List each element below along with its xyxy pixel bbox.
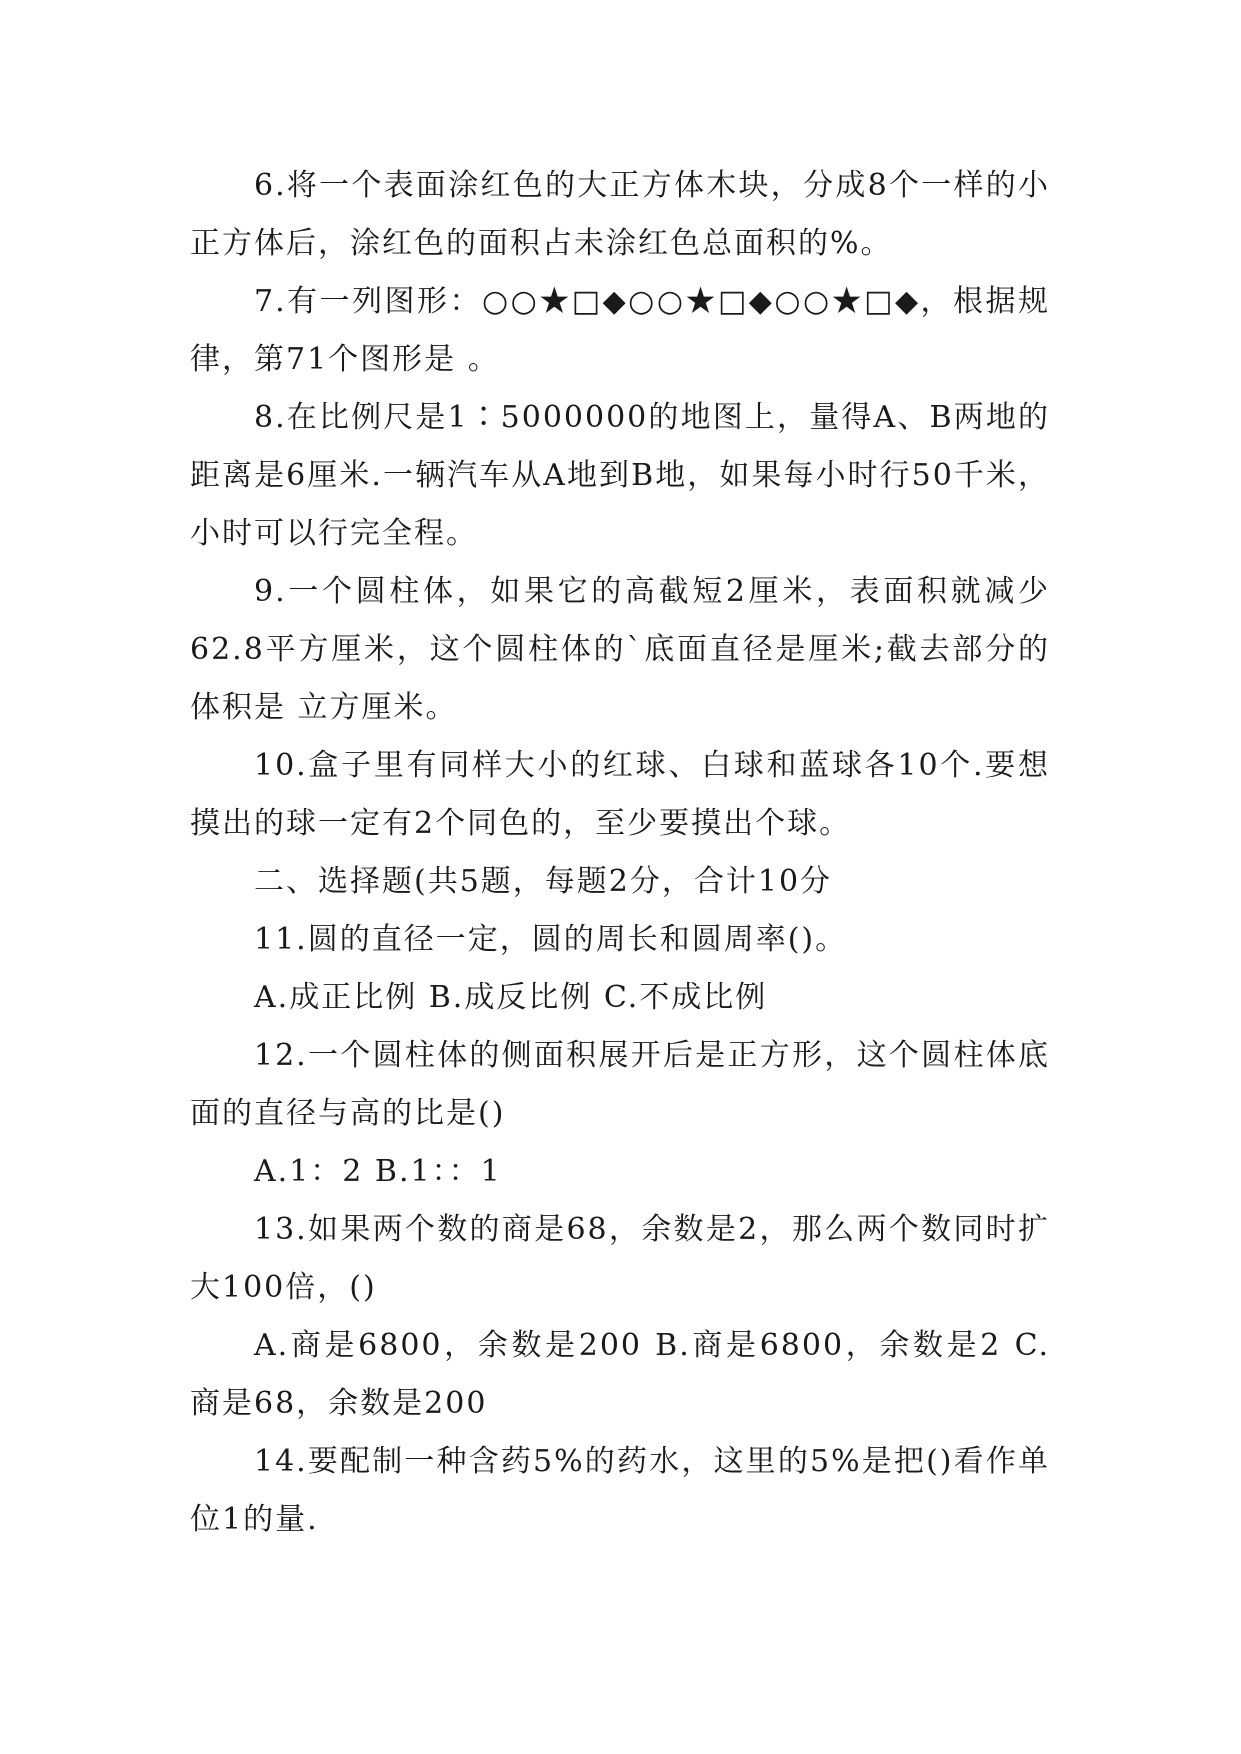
question-7: 7.有一列图形：○○★□◆○○★□◆○○★□◆，根据规律，第71个图形是 。 (190, 284, 1050, 377)
question-14: 14.要配制一种含药5%的药水，这里的5%是把()看作单位1的量. (190, 1444, 1050, 1537)
question-11-options: A.成正比例 B.成反比例 C.不成比例 (254, 980, 768, 1015)
question-13-options: A.商是6800，余数是200 B.商是6800，余数是2 C.商是68，余数是200 (190, 1328, 1050, 1421)
question-13: 13.如果两个数的商是68，余数是2，那么两个数同时扩大100倍，() (190, 1212, 1050, 1305)
question-8: 8.在比例尺是1∶5000000的地图上，量得A、B两地的距离是6厘米.一辆汽车从A地到B地，如果每小时行50千米， 小时可以行完全程。 (190, 400, 1050, 551)
document-body (190, 157, 1050, 1549)
question-10: 10.盒子里有同样大小的红球、白球和蓝球各10个.要想摸出的球一定有2个同色的，至少要摸出个球。 (190, 748, 1050, 841)
question-6: 6.将一个表面涂红色的大正方体木块，分成8个一样的小正方体后，涂红色的面积占未涂红色总面积的%。 (190, 168, 1050, 261)
section-heading-choice: 二、选择题(共5题，每题2分，合计10分 (254, 864, 833, 899)
question-9: 9.一个圆柱体，如果它的高截短2厘米，表面积就减少62.8平方厘米，这个圆柱体的`底面直径是厘米;截去部分的体积是 立方厘米。 (190, 574, 1050, 725)
question-12: 12.一个圆柱体的侧面积展开后是正方形，这个圆柱体底面的直径与高的比是() (190, 1038, 1050, 1131)
question-12-options: A.1：2 B.1：：1 (254, 1154, 502, 1189)
question-11: 11.圆的直径一定，圆的周长和圆周率()。 (254, 922, 848, 957)
